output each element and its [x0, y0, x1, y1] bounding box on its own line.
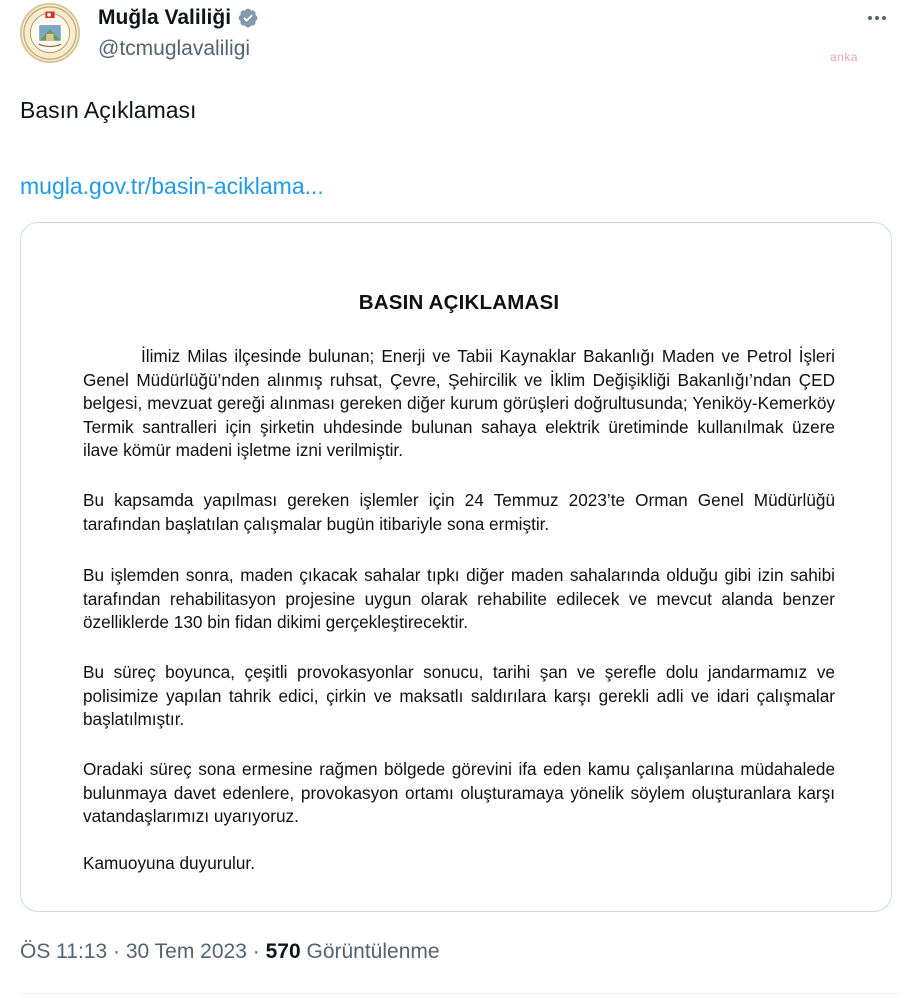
document-closing: Kamuoyuna duyurulur.	[83, 853, 255, 873]
divider	[20, 993, 899, 994]
tweet-text: Basın Açıklaması	[20, 97, 197, 123]
tweet-meta	[20, 940, 440, 964]
document-paragraph: Oradaki süreç sona ermesine rağmen bölgede görevini ifa eden kamu çalışanlarına müdahalede bulunmaya davet edenlere, provokasyon ortamı oluşturamaya yönelik söylem oluşturanlara karşı vatandaşlarımızı uyarıyoruz.	[83, 759, 835, 826]
press-release-image-card[interactable]	[20, 222, 892, 912]
document-title: BASIN AÇIKLAMASI	[358, 291, 560, 314]
document-paragraph: Bu işlemden sonra, maden çıkacak sahalar tıpkı diğer maden sahalarında olduğu gibi izin sahibi tarafından rehabilitasyon projesine uygun olarak rehabilite edilecek ve mevcut alanda benzer özelliklerde 130 bin fidan dikimi gerçekleştirecektir.	[83, 565, 835, 632]
views-count[interactable]: 570	[265, 940, 301, 963]
document-paragraph: Bu süreç boyunca, çeşitli provokasyonlar sonucu, tarihi şan ve şerefle dolu jandarmamız ve polisimize yapılan tahrik edici, çirkin ve maksatlı saldırılara karşı gerekli adli ve idari çalışmalar başlatılmıştır.	[83, 662, 835, 729]
avatar[interactable]	[20, 3, 80, 63]
tweet-link[interactable]: mugla.gov.tr/basin-aciklama...	[20, 173, 324, 199]
display-name[interactable]: Muğla Valiliği	[98, 6, 232, 29]
gray-verified-badge-icon[interactable]	[237, 7, 259, 29]
tweet-time[interactable]: ÖS 11:13	[20, 940, 108, 963]
watermark: anka	[830, 50, 859, 64]
handle[interactable]: @tcmuglavaliligi	[98, 37, 251, 60]
meta-separator: ·	[252, 940, 260, 963]
muğla-valiliği-seal-icon	[22, 5, 78, 61]
document-paragraph: Bu kapsamda yapılması gereken işlemler için 24 Temmuz 2023’te Orman Genel Müdürlüğü tarafından başlatılan çalışmalar bugün itibariyle sona ermiştir.	[83, 490, 835, 534]
author-name-row	[98, 6, 259, 30]
more-horizontal-icon[interactable]	[865, 6, 889, 30]
views-label[interactable]: Görüntülenme	[306, 940, 440, 963]
tweet-date[interactable]: 30 Tem 2023	[125, 940, 247, 963]
document-paragraph: İlimiz Milas ilçesinde bulunan; Enerji ve Tabii Kaynaklar Bakanlığı Maden ve Petrol İşleri Genel Müdürlüğü’nden alınmış ruhsat, Çevre, Şehircilik ve İklim Değişikliği Bakanlığı’ndan ÇED belgesi, mevzuat gereği alınması gereken diğer kurum görüşleri doğrultusunda; Yeniköy-Kemerköy Termik santralleri için şirketin uhdesinde bulunan sahaya elektrik üretiminde kullanılmak üzere ilave kömür madeni işletme izni verilmiştir.	[83, 346, 835, 460]
meta-separator: ·	[113, 940, 121, 963]
